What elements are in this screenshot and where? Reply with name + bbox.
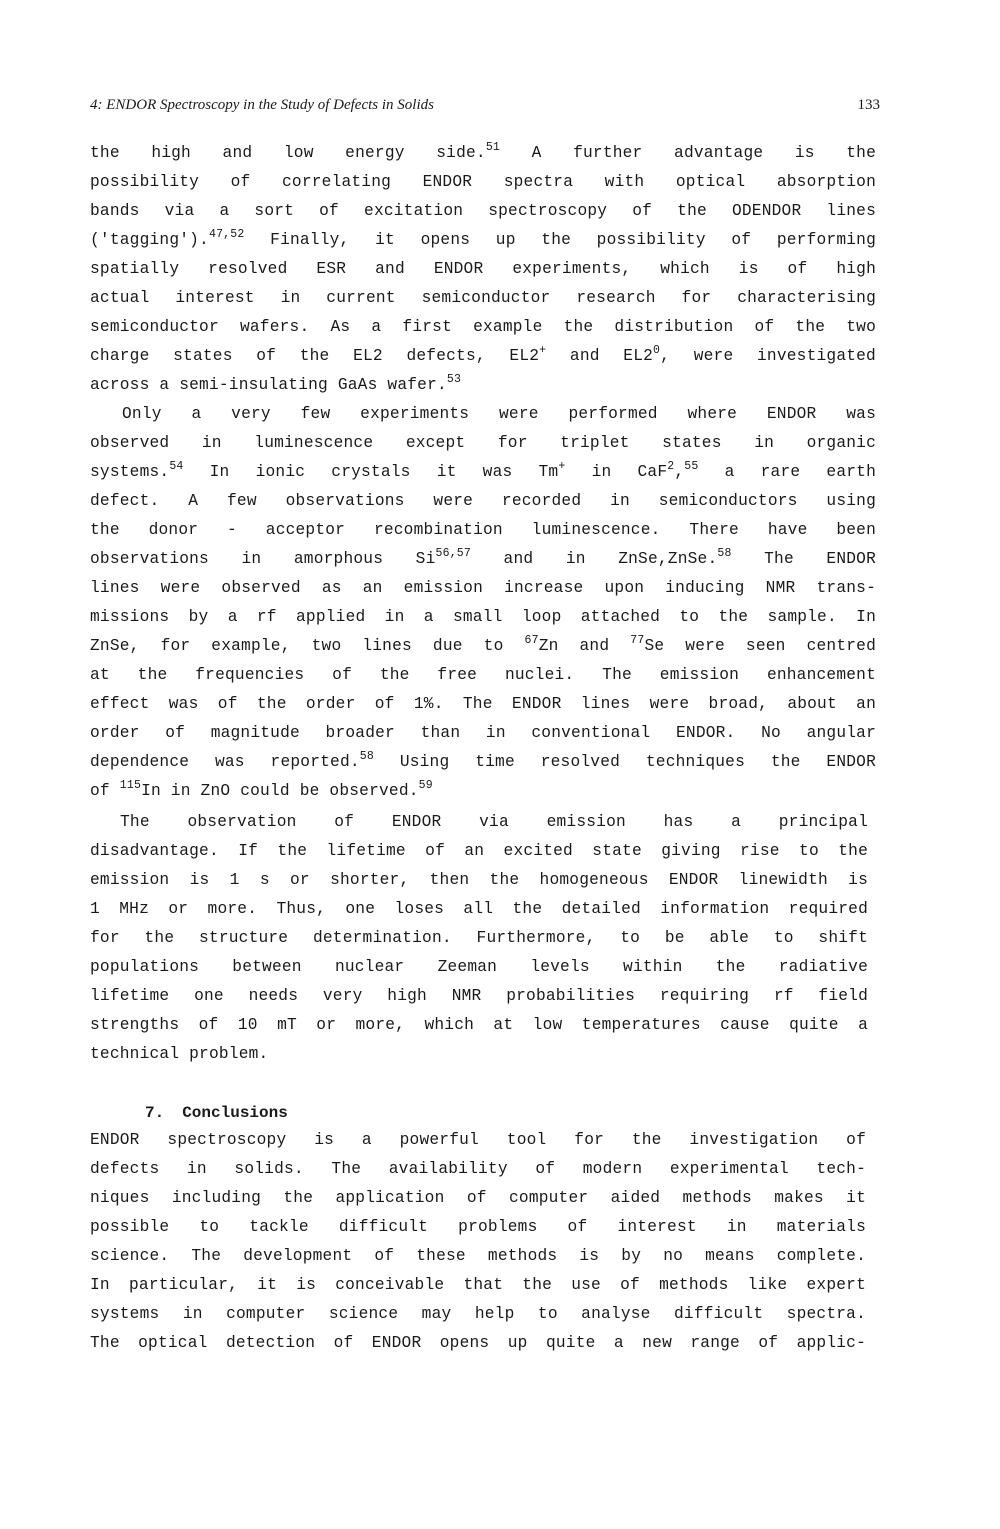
citation-ref: 51 — [485, 140, 501, 154]
section-number: 7. — [145, 1104, 165, 1122]
text-line: dependence was reported.$^{58}$ Using time resolved techniques the ENDOR — [90, 749, 876, 771]
text-line: niques including the application of computer aided methods makes it — [90, 1189, 866, 1207]
running-header — [90, 97, 880, 121]
text-line: actual interest in current semiconductor research for characterising — [90, 289, 876, 307]
text-line: the high and low energy side.$^{51}$ A further advantage is the — [90, 140, 876, 162]
text-line: ENDOR spectroscopy is a powerful tool for the investigation of — [90, 1131, 866, 1149]
text-line: the donor - acceptor recombination luminescence. There have been — [90, 521, 876, 539]
text-line: charge states of the EL2 defects, EL2+ and $EL2^0$, were investigated — [90, 343, 876, 365]
text-line: 1 MHz or more. Thus, one loses all the detailed information required — [90, 900, 868, 918]
text-line: ZnSe, for example, two lines due to $^{67}$Zn and $^{77}$Se were seen centred — [90, 633, 876, 655]
text-line: missions by a rf applied in a small loop attached to the sample. In — [90, 608, 876, 626]
text-line: Only a very few experiments were performed where ENDOR was — [122, 405, 876, 423]
text-line: possible to tackle difficult problems of interest in materials — [90, 1218, 866, 1236]
text-line: disadvantage. If the lifetime of an excited state giving rise to the — [90, 842, 868, 860]
text-line: systems.$^{54}$ In ionic crystals it was Tm+ in CaF$^2$,$^{55}$ a rare earth — [90, 459, 876, 481]
section-title: Conclusions — [182, 1104, 288, 1122]
section-heading — [145, 1104, 288, 1122]
text-line: observations in amorphous Si$^{56,57}$ and in ZnSe,ZnSe.$^{58}$ The ENDOR — [90, 546, 876, 568]
text-line: The optical detection of ENDOR opens up quite a new range of applic- — [90, 1334, 866, 1352]
text-line: The observation of ENDOR via emission has a principal — [120, 813, 868, 831]
text-line: populations between nuclear Zeeman levels within the radiative — [90, 958, 868, 976]
text-line: across a semi-insulating GaAs wafer.$^{53}$ — [90, 372, 462, 394]
text-line: of $^{115}$In in ZnO could be observed.$^{59}$ — [90, 778, 433, 800]
text-line: possibility of correlating ENDOR spectra with optical absorption — [90, 173, 876, 191]
text-line: semiconductor wafers. As a first example the distribution of the two — [90, 318, 876, 336]
text-line: effect was of the order of 1%. The ENDOR lines were broad, about an — [90, 695, 876, 713]
text-line: order of magnitude broader than in conventional ENDOR. No angular — [90, 724, 876, 742]
text-line: emission is 1 s or shorter, then the homogeneous ENDOR linewidth is — [90, 871, 868, 889]
text-line: science. The development of these methods is by no means complete. — [90, 1247, 866, 1265]
running-title: 4: ENDOR Spectroscopy in the Study of Defects in Solids — [90, 97, 434, 113]
text-line: ('tagging').$^{47,52}$ Finally, it opens up the possibility of performing — [90, 227, 876, 249]
text-line: In particular, it is conceivable that the use of methods like expert — [90, 1276, 866, 1294]
citation-ref: 53 — [446, 372, 462, 386]
text-line: technical problem. — [90, 1045, 269, 1063]
text-line: lifetime one needs very high NMR probabilities requiring rf field — [90, 987, 868, 1005]
text-line: systems in computer science may help to analyse difficult spectra. — [90, 1305, 866, 1323]
text-line: defect. A few observations were recorded in semiconductors using — [90, 492, 876, 510]
page-number: 133 — [857, 97, 880, 113]
text-line: strengths of 10 mT or more, which at low temperatures cause quite a — [90, 1016, 868, 1034]
text-line: lines were observed as an emission increase upon inducing NMR trans- — [90, 579, 876, 597]
text-line: defects in solids. The availability of modern experimental tech- — [90, 1160, 866, 1178]
citation-ref: 47,52 — [208, 227, 245, 241]
text-line: for the structure determination. Furthermore, to be able to shift — [90, 929, 868, 947]
text-line: spatially resolved ESR and ENDOR experiments, which is of high — [90, 260, 876, 278]
text-line: observed in luminescence except for triplet states in organic — [90, 434, 876, 452]
text-line: bands via a sort of excitation spectroscopy of the ODENDOR lines — [90, 202, 876, 220]
text-line: at the frequencies of the free nuclei. The emission enhancement — [90, 666, 876, 684]
